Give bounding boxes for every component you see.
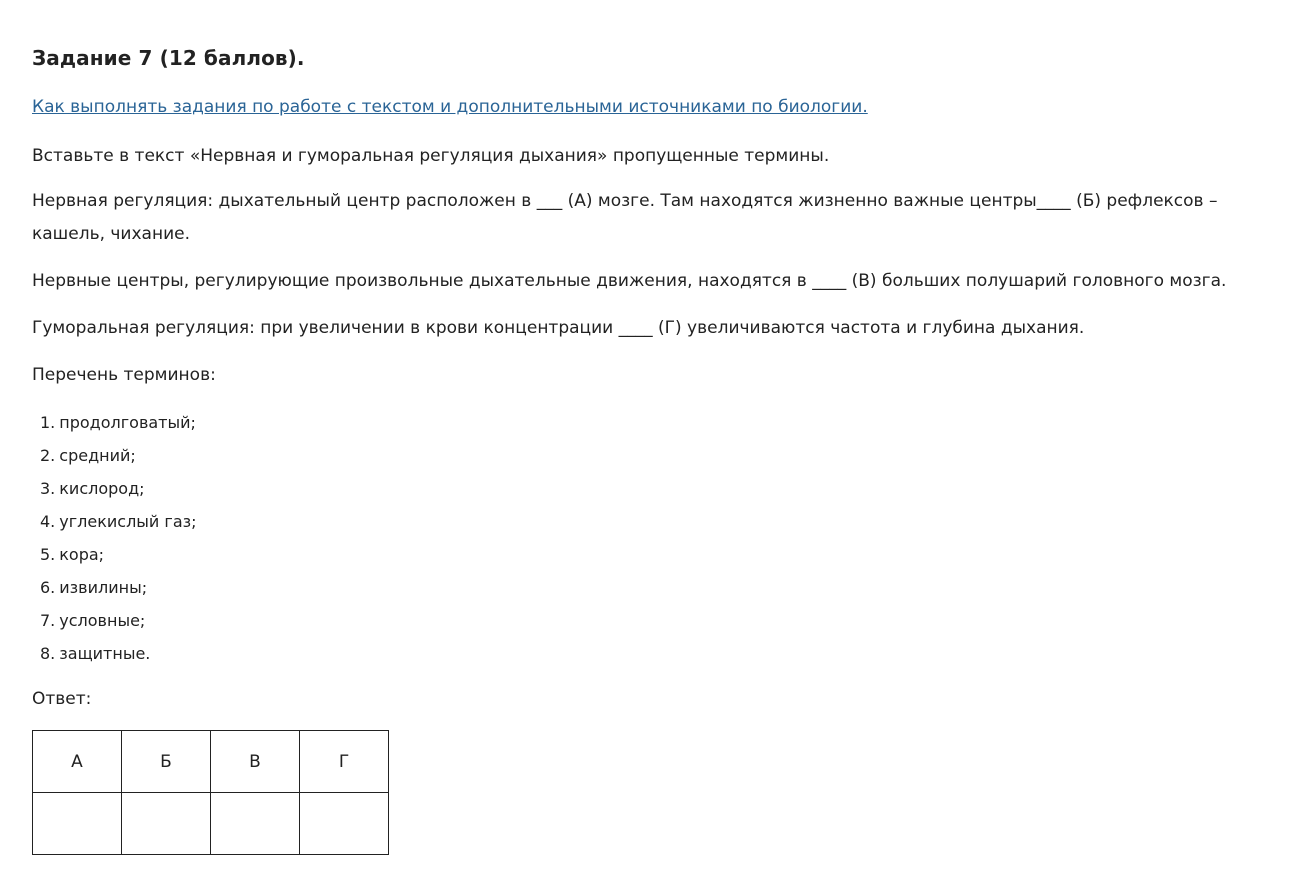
term-item: 5. кора; — [40, 545, 105, 564]
terms-label: Перечень терминов: — [32, 365, 216, 385]
answer-cell-v[interactable] — [211, 793, 300, 855]
answer-header-v: В — [211, 731, 300, 793]
term-item: 7. условные; — [40, 611, 146, 630]
help-link[interactable]: Как выполнять задания по работе с текстом и дополнительными источниками по биологии. — [32, 97, 868, 117]
task-intro: Вставьте в текст «Нервная и гуморальная регуляция дыхания» пропущенные термины. — [32, 146, 830, 166]
term-item: 8. защитные. — [40, 644, 151, 663]
term-item: 2. средний; — [40, 446, 136, 465]
answer-input-row — [33, 793, 389, 855]
answer-cell-g[interactable] — [300, 793, 389, 855]
humoral-regulation-text: Гуморальная регуляция: при увеличении в крови концентрации ____ (Г) увеличиваются частота и глубина дыхания. — [32, 318, 1085, 338]
answer-cell-a[interactable] — [33, 793, 122, 855]
task-title: Задание 7 (12 баллов). — [32, 46, 305, 70]
answer-label: Ответ: — [32, 689, 92, 709]
term-item: 4. углекислый газ; — [40, 512, 197, 531]
term-item: 1. продолговатый; — [40, 413, 196, 432]
answer-header-a: А — [33, 731, 122, 793]
term-item: 6. извилины; — [40, 578, 148, 597]
answer-header-row — [33, 731, 389, 793]
answer-table — [32, 730, 389, 855]
answer-header-b: Б — [122, 731, 211, 793]
nervous-regulation-line-2: кашель, чихание. — [32, 224, 190, 244]
nervous-regulation-line-1: Нервная регуляция: дыхательный центр расположен в ___ (А) мозге. Там находятся жизненно важные центры____ (Б) рефлексов – — [32, 191, 1218, 211]
term-item: 3. кислород; — [40, 479, 145, 498]
nervous-regulation-text — [32, 185, 1252, 251]
answer-cell-b[interactable] — [122, 793, 211, 855]
voluntary-centers-text: Нервные центры, регулирующие произвольные дыхательные движения, находятся в ____ (В) больших полушарий головного мозга. — [32, 271, 1227, 291]
answer-header-g: Г — [300, 731, 389, 793]
terms-list — [40, 406, 197, 670]
